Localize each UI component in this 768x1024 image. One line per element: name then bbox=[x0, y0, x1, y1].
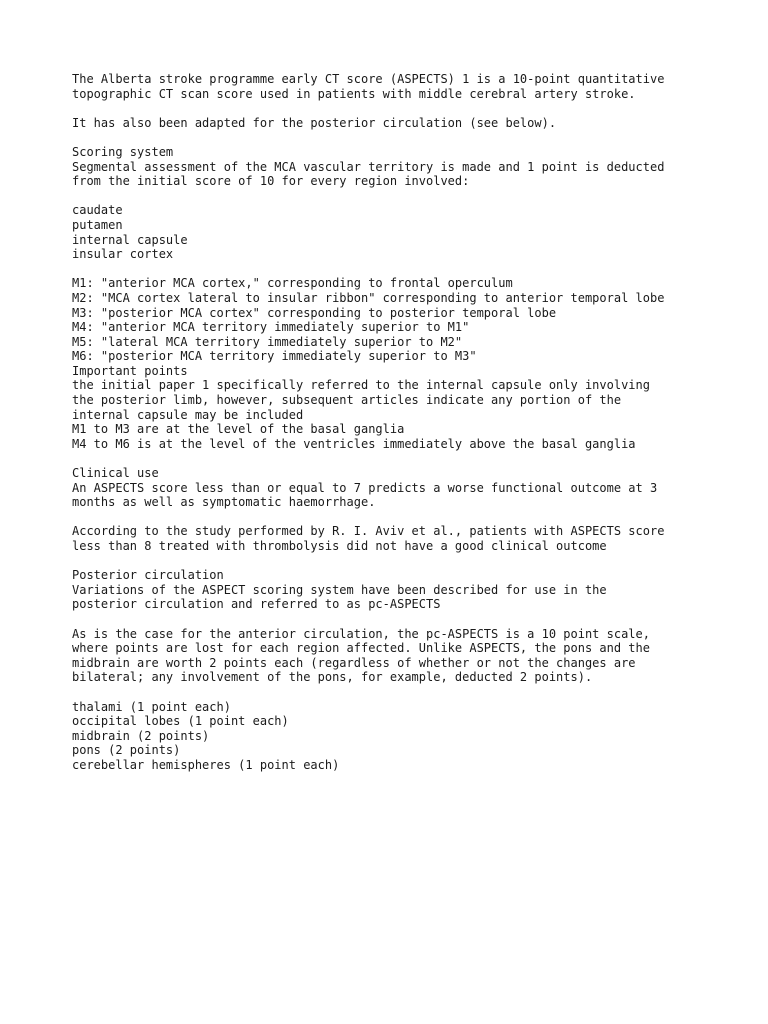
scoring-line: from the initial score of 10 for every region involved: bbox=[72, 174, 470, 189]
region-item: putamen bbox=[72, 217, 123, 232]
intro-line: The Alberta stroke programme early CT score (ASPECTS) 1 is a 10-point quantitative bbox=[72, 72, 665, 86]
scoring-line: Segmental assessment of the MCA vascular territory is made and 1 point is deducted bbox=[72, 159, 665, 174]
pc-aspects-line: bilateral; any involvement of the pons, for example, deducted 2 points). bbox=[72, 670, 593, 685]
posterior-line: Variations of the ASPECT scoring system have been described for use in the bbox=[72, 582, 607, 597]
important-points bbox=[72, 378, 752, 451]
clinical-line: months as well as symptomatic haemorrhage. bbox=[72, 495, 376, 510]
subcortical-region-list bbox=[72, 203, 752, 261]
study-paragraph bbox=[72, 524, 752, 553]
important-heading: Important points bbox=[72, 363, 188, 378]
posterior-region-item: cerebellar hemispheres (1 point each) bbox=[72, 757, 340, 772]
study-line: less than 8 treated with thrombolysis did not have a good clinical outcome bbox=[72, 539, 607, 553]
document-body bbox=[72, 72, 752, 773]
clinical-paragraph bbox=[72, 481, 752, 510]
important-line: internal capsule may be included bbox=[72, 407, 304, 422]
cortical-region-list bbox=[72, 276, 752, 364]
posterior-region-item: occipital lobes (1 point each) bbox=[72, 714, 289, 729]
scoring-heading: Scoring system bbox=[72, 144, 174, 159]
posterior-region-item: pons (2 points) bbox=[72, 743, 181, 758]
clinical-line: An ASPECTS score less than or equal to 7 predicts a worse functional outcome at 3 bbox=[72, 480, 658, 495]
intro-line: topographic CT scan score used in patients with middle cerebral artery stroke. bbox=[72, 86, 636, 101]
important-line: the initial paper 1 specifically referred to the internal capsule only involving bbox=[72, 378, 650, 393]
pc-aspects-line: As is the case for the anterior circulation, the pc-ASPECTS is a 10 point scale, bbox=[72, 626, 650, 641]
clinical-heading: Clinical use bbox=[72, 466, 159, 481]
pc-aspects-line: where points are lost for each region affected. Unlike ASPECTS, the pons and the bbox=[72, 641, 650, 656]
intro-paragraph bbox=[72, 72, 752, 101]
posterior-line: posterior circulation and referred to as pc-ASPECTS bbox=[72, 597, 441, 612]
cortical-region-item: M3: "posterior MCA cortex" corresponding to posterior temporal lobe bbox=[72, 305, 557, 320]
posterior-paragraph bbox=[72, 583, 752, 612]
scoring-paragraph bbox=[72, 160, 752, 189]
study-line: According to the study performed by R. I. Aviv et al., patients with ASPECTS score bbox=[72, 524, 665, 539]
posterior-region-item: thalami (1 point each) bbox=[72, 699, 231, 714]
cortical-region-item: M4: "anterior MCA territory immediately superior to M1" bbox=[72, 320, 470, 335]
important-line: the posterior limb, however, subsequent articles indicate any portion of the bbox=[72, 393, 622, 408]
cortical-region-item: M6: "posterior MCA territory immediately superior to M3" bbox=[72, 349, 477, 364]
region-item: caudate bbox=[72, 203, 123, 218]
region-item: insular cortex bbox=[72, 247, 174, 262]
cortical-region-item: M1: "anterior MCA cortex," corresponding to frontal operculum bbox=[72, 276, 513, 291]
important-line: M1 to M3 are at the level of the basal ganglia bbox=[72, 422, 405, 437]
posterior-region-item: midbrain (2 points) bbox=[72, 728, 210, 743]
cortical-region-item: M2: "MCA cortex lateral to insular ribbon" corresponding to anterior temporal lobe bbox=[72, 290, 665, 305]
posterior-region-list bbox=[72, 700, 752, 773]
important-line: M4 to M6 is at the level of the ventricles immediately above the basal ganglia bbox=[72, 436, 636, 451]
posterior-heading: Posterior circulation bbox=[72, 568, 224, 583]
pc-aspects-paragraph bbox=[72, 627, 752, 685]
cortical-region-item: M5: "lateral MCA territory immediately superior to M2" bbox=[72, 334, 463, 349]
pc-aspects-line: midbrain are worth 2 points each (regardless of whether or not the changes are bbox=[72, 655, 636, 670]
posterior-adaptation-note: It has also been adapted for the posterior circulation (see below). bbox=[72, 115, 557, 130]
region-item: internal capsule bbox=[72, 232, 188, 247]
